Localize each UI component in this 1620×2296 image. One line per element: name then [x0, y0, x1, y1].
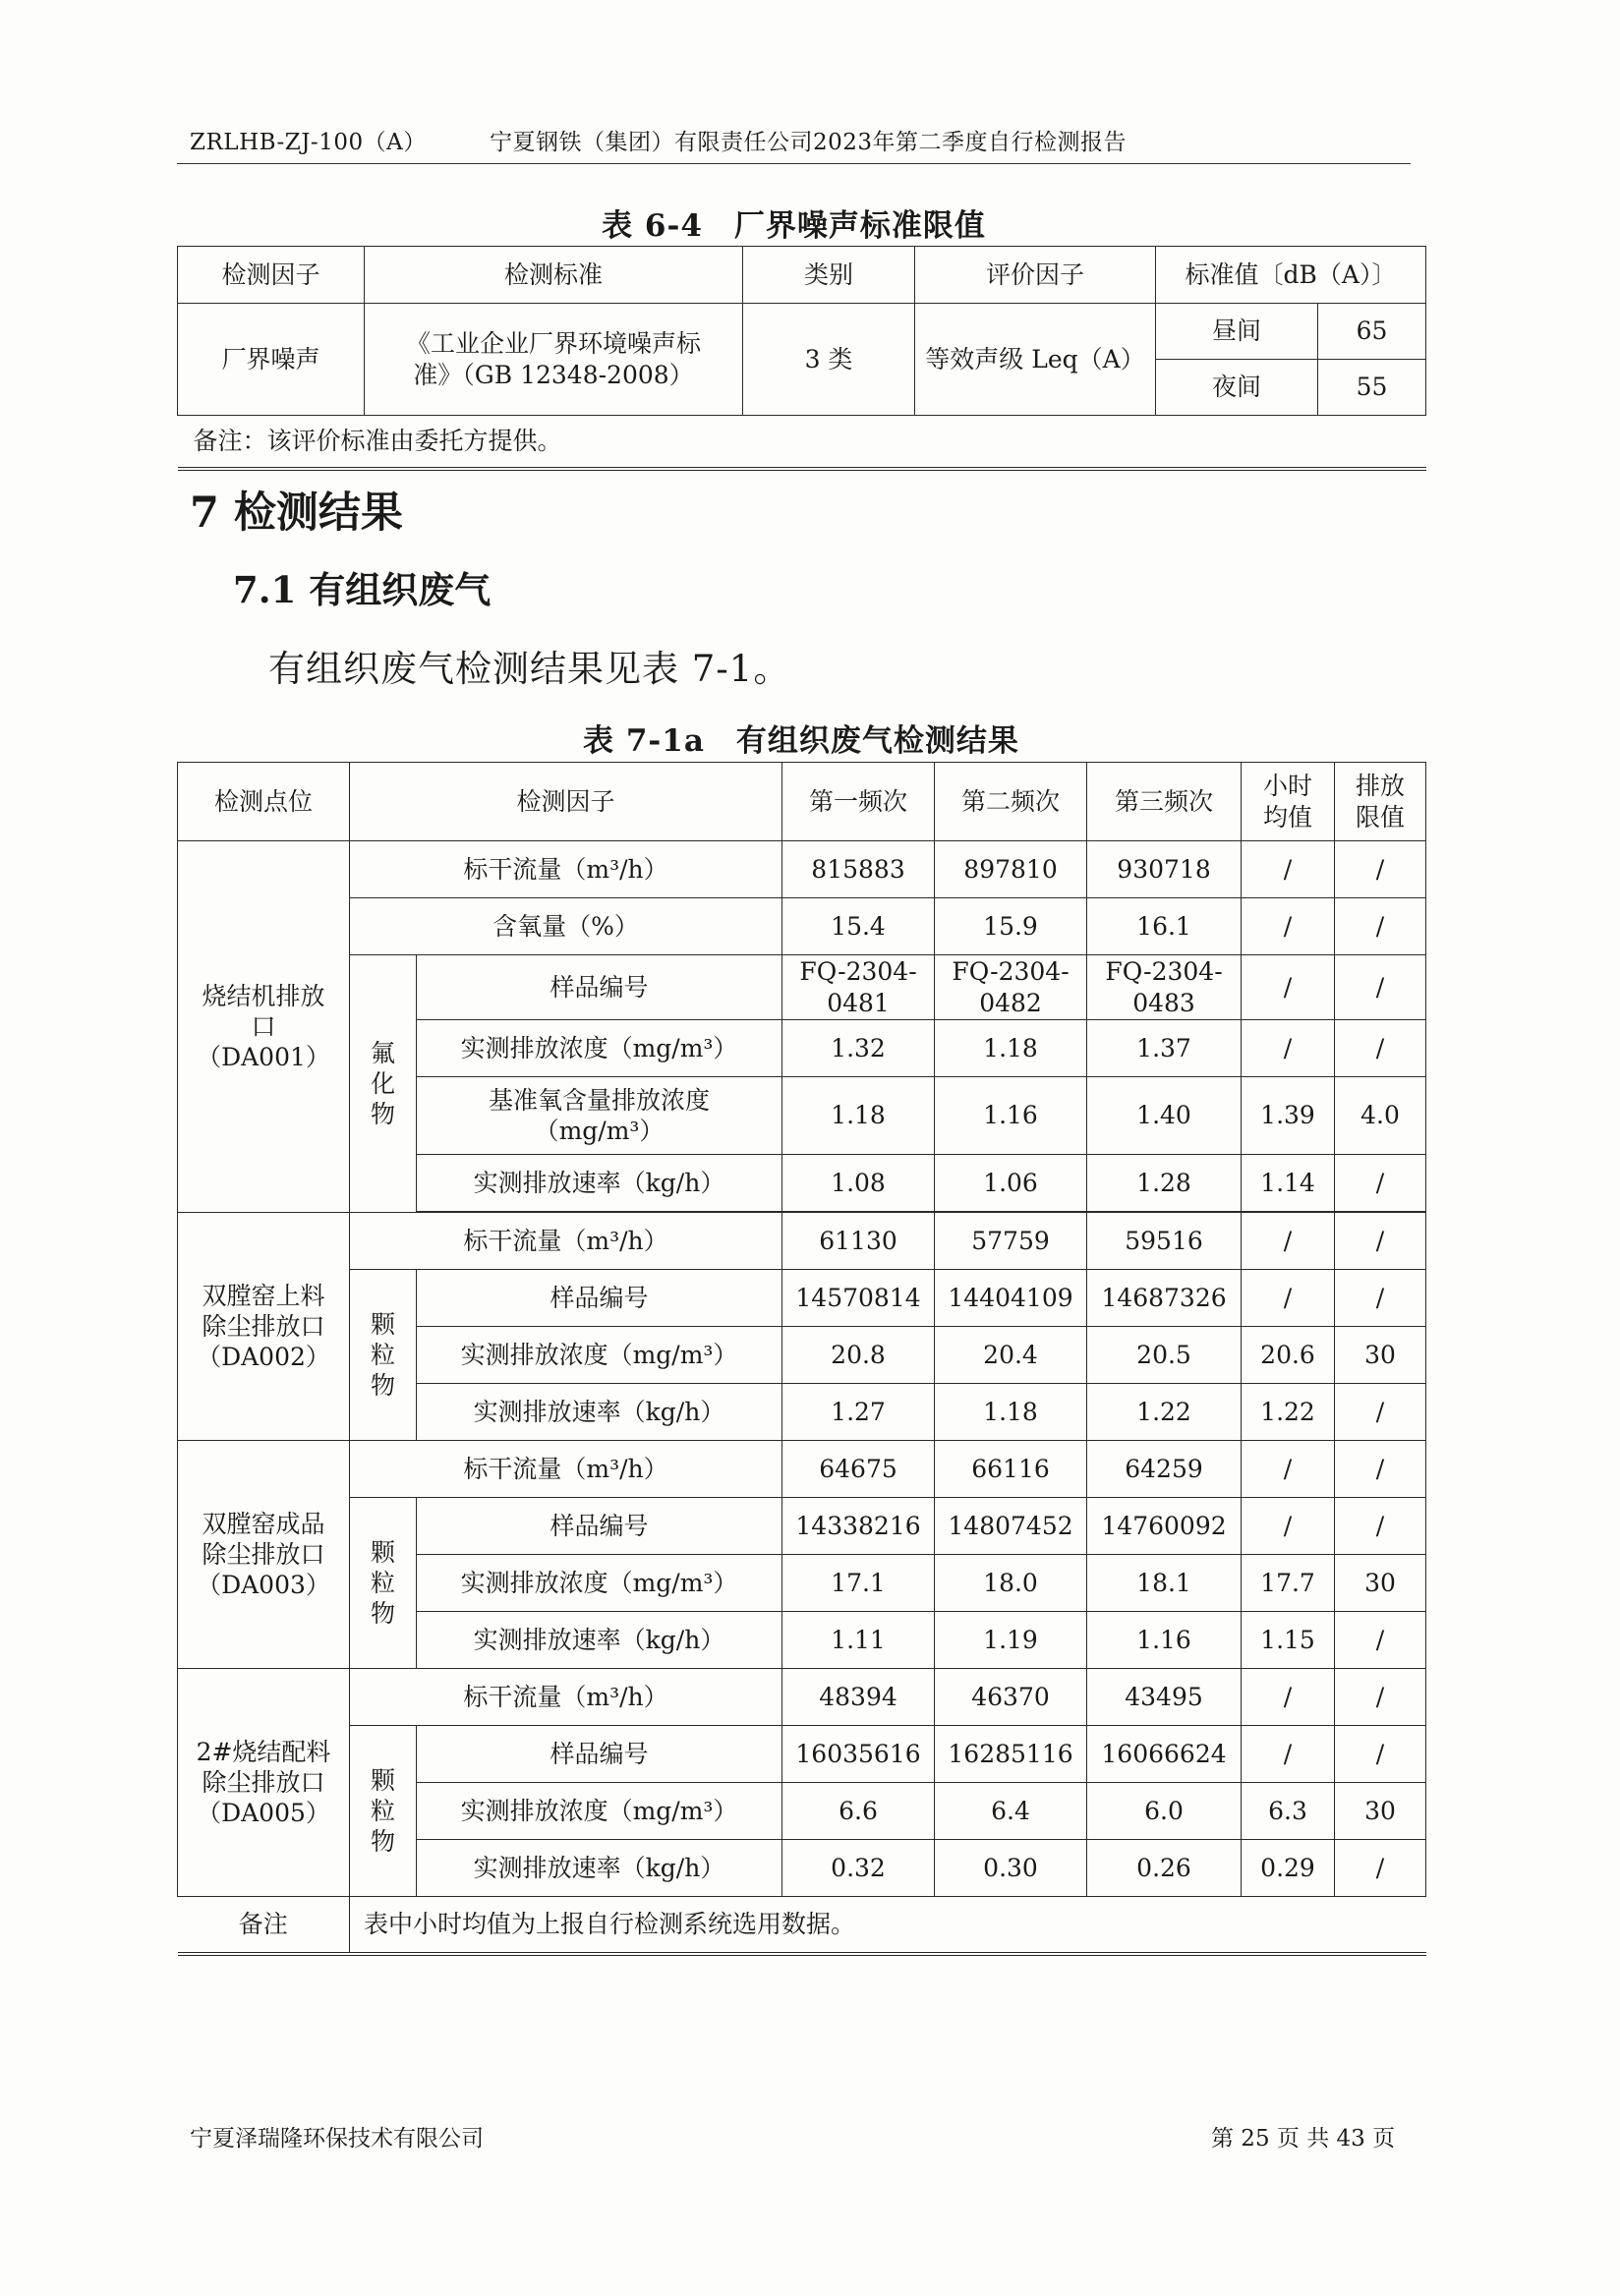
col-header-freq1: 第一频次	[782, 763, 935, 841]
cell: 30	[1335, 1783, 1426, 1840]
doc-code: ZRLHB-ZJ-100（A）	[190, 130, 427, 155]
night-label: 夜间	[1156, 360, 1318, 416]
cell: 15.4	[782, 898, 935, 955]
cell: /	[1335, 841, 1426, 898]
cell: 61130	[782, 1213, 935, 1270]
note-row	[178, 1897, 1426, 1954]
col-header: 检测标准	[365, 247, 743, 304]
pollutant-da003: 颗粒物	[350, 1498, 417, 1669]
cell: /	[1242, 1213, 1335, 1270]
pollutant-da001: 氟化物	[350, 955, 417, 1213]
noise-standard: 《工业企业厂界环境噪声标 准》（GB 12348-2008）	[365, 304, 743, 416]
cell: 1.19	[935, 1612, 1087, 1669]
table-row	[178, 1441, 1426, 1498]
cell: 18.1	[1087, 1555, 1242, 1612]
row-label: 实测排放速率（kg/h）	[417, 1840, 782, 1897]
cell: /	[1335, 1726, 1426, 1783]
cell: 930718	[1087, 841, 1242, 898]
cell: 64675	[782, 1441, 935, 1498]
cell: 66116	[935, 1441, 1087, 1498]
cell: 14807452	[935, 1498, 1087, 1555]
noise-factor: 厂界噪声	[178, 304, 365, 416]
table-header-row	[178, 247, 1426, 304]
cell: 1.11	[782, 1612, 935, 1669]
cell: 14404109	[935, 1270, 1087, 1327]
cell: /	[1242, 1020, 1335, 1077]
cell: 1.27	[782, 1384, 935, 1441]
cell: 1.08	[782, 1155, 935, 1212]
row-label: 样品编号	[417, 955, 782, 1020]
cell: 0.26	[1087, 1840, 1242, 1897]
table-note: 备注：该评价标准由委托方提供。	[178, 416, 1426, 469]
cell: 1.16	[1087, 1612, 1242, 1669]
cell: 14570814	[782, 1270, 935, 1327]
cell: 30	[1335, 1555, 1426, 1612]
cell: /	[1242, 1498, 1335, 1555]
col-header-limit: 排放限值	[1335, 763, 1426, 841]
cell: /	[1242, 1441, 1335, 1498]
cell: 30	[1335, 1327, 1426, 1384]
cell: 43495	[1087, 1669, 1242, 1726]
row-label: 标干流量（m³/h）	[350, 841, 782, 898]
row-label: 样品编号	[417, 1498, 782, 1555]
cell: 1.06	[935, 1155, 1087, 1212]
cell: 1.37	[1087, 1020, 1242, 1077]
cell: /	[1335, 1384, 1426, 1441]
col-header: 评价因子	[915, 247, 1156, 304]
footer-page-number: 第 25 页 共 43 页	[1211, 2126, 1396, 2152]
cell: 1.18	[782, 1077, 935, 1155]
cell: 6.0	[1087, 1783, 1242, 1840]
cell: /	[1335, 1840, 1426, 1897]
table-row	[178, 898, 1426, 955]
section-7-heading: 7 检测结果	[190, 488, 403, 538]
row-label: 实测排放速率（kg/h）	[417, 1384, 782, 1441]
site-da003: 双膛窑成品除尘排放口（DA003）	[178, 1441, 350, 1669]
cell: /	[1335, 898, 1426, 955]
cell: 20.5	[1087, 1327, 1242, 1384]
cell: 1.39	[1242, 1077, 1335, 1155]
cell: 17.1	[782, 1555, 935, 1612]
cell: 897810	[935, 841, 1087, 898]
cell: 15.9	[935, 898, 1087, 955]
footer-company: 宁夏泽瑞隆环保技术有限公司	[190, 2126, 484, 2152]
cell: /	[1335, 1270, 1426, 1327]
col-header-freq3: 第三频次	[1087, 763, 1242, 841]
exhaust-results-table	[177, 762, 1426, 1956]
noise-eval-factor: 等效声级 Leq（A）	[915, 304, 1156, 416]
row-label: 实测排放浓度（mg/m³）	[417, 1783, 782, 1840]
col-header-freq2: 第二频次	[935, 763, 1087, 841]
table-7-1a-caption: 表 7-1a 有组织废气检测结果	[583, 723, 1019, 759]
col-header-hourly-avg: 小时均值	[1242, 763, 1335, 841]
cell: 1.16	[935, 1077, 1087, 1155]
cell: 1.22	[1242, 1384, 1335, 1441]
header-divider	[177, 163, 1411, 164]
table-row	[178, 955, 1426, 1020]
cell: 1.14	[1242, 1155, 1335, 1212]
cell: /	[1242, 841, 1335, 898]
cell: 6.3	[1242, 1783, 1335, 1840]
cell: /	[1335, 1213, 1426, 1270]
cell: FQ-2304-0483	[1087, 955, 1242, 1020]
table-row	[178, 841, 1426, 898]
table-header-row	[178, 763, 1426, 841]
row-label: 含氧量（%）	[350, 898, 782, 955]
cell: 6.6	[782, 1783, 935, 1840]
cell: /	[1335, 1612, 1426, 1669]
cell: /	[1335, 1669, 1426, 1726]
cell: 1.18	[935, 1020, 1087, 1077]
cell: /	[1242, 1270, 1335, 1327]
day-value: 65	[1318, 304, 1426, 360]
table-row	[178, 1270, 1426, 1327]
cell: 16066624	[1087, 1726, 1242, 1783]
note-label: 备注	[178, 1897, 350, 1954]
cell: 17.7	[1242, 1555, 1335, 1612]
table-row	[178, 1498, 1426, 1555]
pollutant-da005: 颗粒物	[350, 1726, 417, 1897]
night-value: 55	[1318, 360, 1426, 416]
cell: 1.32	[782, 1020, 935, 1077]
cell: /	[1335, 1441, 1426, 1498]
cell: /	[1335, 1155, 1426, 1212]
cell: /	[1335, 1498, 1426, 1555]
cell: 14760092	[1087, 1498, 1242, 1555]
cell: 14338216	[782, 1498, 935, 1555]
row-label: 标干流量（m³/h）	[350, 1441, 782, 1498]
cell: 0.32	[782, 1840, 935, 1897]
cell: 1.28	[1087, 1155, 1242, 1212]
cell: 4.0	[1335, 1077, 1426, 1155]
intro-paragraph: 有组织废气检测结果见表 7-1。	[268, 648, 791, 690]
cell: /	[1242, 1669, 1335, 1726]
cell: 1.15	[1242, 1612, 1335, 1669]
row-label: 实测排放浓度（mg/m³）	[417, 1555, 782, 1612]
cell: 0.30	[935, 1840, 1087, 1897]
row-label: 样品编号	[417, 1270, 782, 1327]
site-da002: 双膛窑上料除尘排放口（DA002）	[178, 1213, 350, 1441]
cell: 46370	[935, 1669, 1087, 1726]
day-label: 昼间	[1156, 304, 1318, 360]
row-label: 样品编号	[417, 1726, 782, 1783]
table-row	[178, 1726, 1426, 1783]
cell: 0.29	[1242, 1840, 1335, 1897]
col-header: 标准值〔dB（A）〕	[1156, 247, 1426, 304]
row-label: 实测排放浓度（mg/m³）	[417, 1020, 782, 1077]
cell: 16035616	[782, 1726, 935, 1783]
cell: 14687326	[1087, 1270, 1242, 1327]
cell: 59516	[1087, 1213, 1242, 1270]
cell: 18.0	[935, 1555, 1087, 1612]
cell: FQ-2304-0482	[935, 955, 1087, 1020]
cell: /	[1242, 898, 1335, 955]
table-row	[178, 1669, 1426, 1726]
col-header-factor: 检测因子	[350, 763, 782, 841]
table-6-4-caption: 表 6-4 厂界噪声标准限值	[602, 208, 986, 244]
col-header: 类别	[743, 247, 915, 304]
row-label: 标干流量（m³/h）	[350, 1213, 782, 1270]
cell: FQ-2304-0481	[782, 955, 935, 1020]
noise-standard-table	[177, 246, 1426, 471]
cell: 57759	[935, 1213, 1087, 1270]
col-header-site: 检测点位	[178, 763, 350, 841]
note-row	[178, 416, 1426, 469]
cell: 815883	[782, 841, 935, 898]
cell: 6.4	[935, 1783, 1087, 1840]
row-label: 基准氧含量排放浓度（mg/m³）	[417, 1077, 782, 1155]
note-text: 表中小时均值为上报自行检测系统选用数据。	[350, 1897, 1426, 1954]
cell: /	[1335, 1020, 1426, 1077]
cell: /	[1242, 955, 1335, 1020]
row-label: 实测排放速率（kg/h）	[417, 1155, 782, 1212]
cell: 1.22	[1087, 1384, 1242, 1441]
section-7-1-heading: 7.1 有组织废气	[233, 568, 492, 611]
cell: /	[1242, 1726, 1335, 1783]
table-row	[178, 304, 1426, 360]
cell: 20.6	[1242, 1327, 1335, 1384]
site-da005: 2#烧结配料除尘排放口（DA005）	[178, 1669, 350, 1897]
cell: 16285116	[935, 1726, 1087, 1783]
cell: 1.18	[935, 1384, 1087, 1441]
cell: 48394	[782, 1669, 935, 1726]
row-label: 标干流量（m³/h）	[350, 1669, 782, 1726]
cell: /	[1335, 955, 1426, 1020]
cell: 20.8	[782, 1327, 935, 1384]
doc-title: 宁夏钢铁（集团）有限责任公司2023年第二季度自行检测报告	[490, 130, 1128, 155]
col-header: 检测因子	[178, 247, 365, 304]
site-da001: 烧结机排放口（DA001）	[178, 841, 350, 1213]
table-row	[178, 1213, 1426, 1270]
row-label: 实测排放速率（kg/h）	[417, 1612, 782, 1669]
pollutant-da002: 颗粒物	[350, 1270, 417, 1441]
noise-category: 3 类	[743, 304, 915, 416]
cell: 16.1	[1087, 898, 1242, 955]
row-label: 实测排放浓度（mg/m³）	[417, 1327, 782, 1384]
cell: 64259	[1087, 1441, 1242, 1498]
cell: 20.4	[935, 1327, 1087, 1384]
cell: 1.40	[1087, 1077, 1242, 1155]
